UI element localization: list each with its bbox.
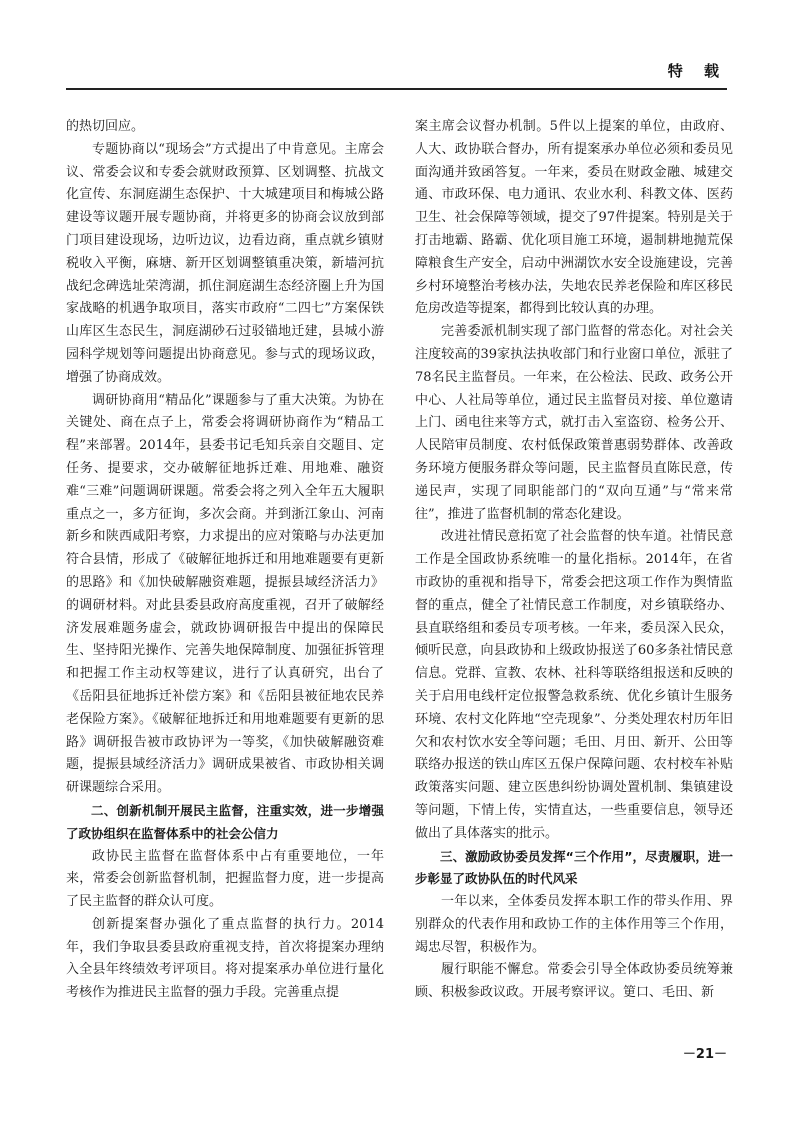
paragraph-three-roles: 一年以来，全体委员发挥本职工作的带头作用、界别群众的代表作用和政协工作的主体作用等三个作用，竭忠尽智，积极作为。	[415, 894, 733, 955]
right-column	[415, 116, 733, 1005]
paragraph-continuation: 的热切回应。	[66, 119, 145, 134]
page-number: －21－	[682, 1047, 727, 1062]
paragraph-democratic-supervision: 政协民主监督在监督体系中占有重要地位，一年来，常委会创新监督机制，把握监督力度，进一步提高了民主监督的群众认可度。	[66, 848, 384, 910]
left-column	[66, 116, 384, 1005]
paragraph-proposal-supervision: 创新提案督办强化了重点监督的执行力。2014年，我们争取县委县政府重视支持，首次将提案办理纳入全县年终绩效考评项目。将对提案承办单位进行量化考核作为推进民主监督的强力手段。完善重点提	[66, 916, 384, 1001]
paragraph-special-consultation: 专题协商以“现场会”方式提出了中肯意见。主席会议、常委会议和专委会就财政预算、区划调整、抗战文化宣传、东洞庭湖生态保护、十大城建项目和梅城公路建设等议题开展专题协商，并将更多的协商会议放到部门项目建设现场，边听边议，边看边商，重点就乡镇财税收入平衡，麻塘、新开区划调整镇重决策，新墙河抗战纪念碑选址荣湾湖，抓住洞庭湖生态经济圈上升为国家战略的机遇争取项目，落实市政府“二四七”方案保铁山库区生态民生，洞庭湖砂石过驳锚地迁建，县城小游园科学规划等问题提出协商意见。参与式的现场议政，增强了协商成效。	[66, 141, 384, 385]
paragraph-proposal-continuation: 案主席会议督办机制。5件以上提案的单位，由政府、人大、政协联合督办，所有提案承办单位必须和委员见面沟通并致函答复。一年来，委员在财政金融、城建交通、市政环保、电力通讯、农业水利、科教文体、医药卫生、社会保障等领域，提交了97件提案。特别是关于打击地霸、路霸、优化项目施工环境，遏制耕地抛荒保障粮食生产安全，启动中洲湖饮水安全设施建设，完善乡村环境整治考核办法，失地农民养老保险和库区移民危房改造等提案，都得到比较认真的办理。	[415, 119, 733, 317]
section-heading-2: 二、创新机制开展民主监督，注重实效，进一步增强了政协组织在监督体系中的社会公信力	[66, 802, 384, 841]
paragraph-research-consultation: 调研协商用“精品化”课题参与了重大决策。为协在关键处、商在点子上，常委会将调研协商作为“精品工程”来部署。2014年，县委书记毛知兵亲自交题目、定任务、提要求，交办破解征地拆迁难、用地难、融资难“三难”问题调研课题。常委会将之列入全年五大履职重点之一，多方征询，多次会商。并到浙江象山、河南新乡和陕西咸阳考察，力求提出的应对策略与办法更加符合县情，形成了《破解征地拆迁和用地难题要有更新的思路》和《加快破解融资难题，提振县域经济活力》的调研材料。对此县委县政府高度重视，召开了破解经济发展难题务虚会，就政协调研报告中提出的保障民生、坚持阳光操作、完善失地保障制度、加强征拆管理和把握工作主动权等建议，进行了认真研究，出台了《岳阳县征地拆迁补偿方案》和《岳阳县被征地农民养老保险方案》。《破解征地拆迁和用地难题要有更新的思路》调研报告被市政协评为一等奖，《加快破解融资难题，提振县域经济活力》调研成果被省、市政协相关调研课题综合采用。	[66, 392, 384, 796]
header-rule	[66, 88, 727, 90]
paragraph-duty-performance: 履行职能不懈怠。常委会引导全体政协委员统筹兼顾、积极参政议政。开展考察评议。筻口、毛田、新	[415, 962, 733, 1001]
running-header-title: 特 载	[667, 62, 727, 80]
section-heading-3: 三、激励政协委员发挥“三个作用”，尽责履职，进一步彰显了政协队伍的时代风采	[415, 848, 733, 887]
paragraph-delegation-mechanism: 完善委派机制实现了部门监督的常态化。对社会关注度较高的39家执法执收部门和行业窗口单位，派驻了78名民主监督员。一年来，在公检法、民政、政务公开中心、人社局等单位，通过民主监督员对接、单位邀请上门、函电往来等方式，就打击入室盗窃、检务公开、人民陪审员制度、农村低保政策普惠弱势群体、改善政务环境方便服务群众等问题，民主监督员直陈民意，传递民声，实现了同职能部门的“双向互通”与“常来常往”，推进了监督机制的常态化建设。	[415, 324, 733, 522]
paragraph-public-opinion: 改进社情民意拓宽了社会监督的快车道。社情民意工作是全国政协系统唯一的量化指标。2014年，在省市政协的重视和指导下，常委会把这项工作作为舆情监督的重点，健全了社情民意工作制度，对乡镇联络办、县直联络组和委员专项考核。一年来，委员深入民众，倾听民意，向县政协和上级政协报送了60多条社情民意信息。党群、宣教、农林、社科等联络组报送和反映的关于启用电线杆定位报警急救系统、优化乡镇计生服务环境、农村文化阵地“空壳现象”、分类处理农村历年旧欠和农村饮水安全等问题；毛田、月田、新开、公田等联络办报送的铁山库区五保户保障问题、农村校车补贴政策落实问题、建立医患纠纷协调处置机制、集镇建设等问题，下情上传，实情直达，一些重要信息，领导还做出了具体落实的批示。	[415, 529, 733, 841]
